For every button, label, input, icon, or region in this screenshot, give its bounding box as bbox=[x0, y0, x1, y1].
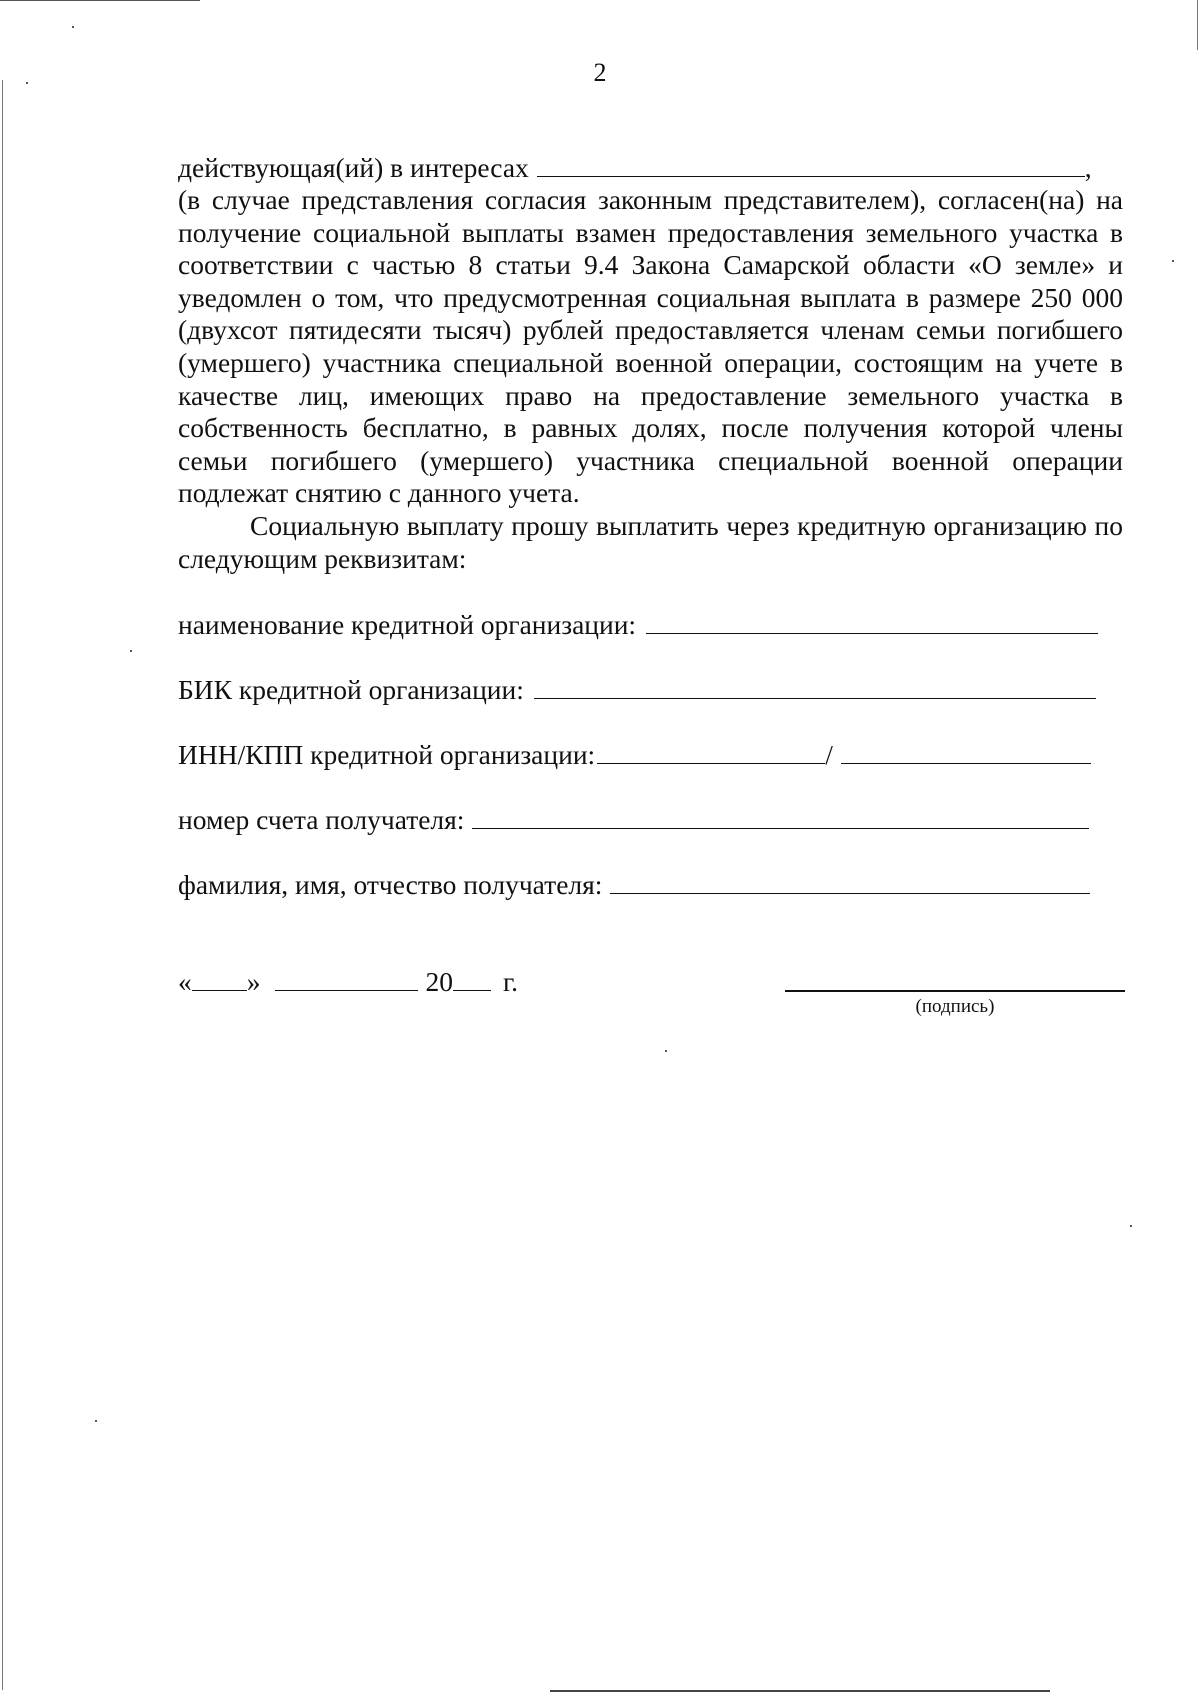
intro-line bbox=[178, 148, 1123, 184]
bik-field bbox=[178, 673, 1096, 706]
year-suffix: г. bbox=[503, 965, 519, 997]
year-prefix: 20 bbox=[425, 965, 453, 997]
bik-label: БИК кредитной организации: bbox=[178, 673, 524, 705]
scan-speck bbox=[95, 1420, 97, 1422]
recipient-name-input-line[interactable] bbox=[610, 868, 1090, 894]
scan-speck bbox=[130, 650, 132, 652]
scan-speck bbox=[1130, 1225, 1132, 1227]
request-paragraph: Социальную выплату прошу выплатить через кредитную организацию по следующим реквизитам: bbox=[178, 510, 1123, 574]
intro-comma: , bbox=[1084, 151, 1092, 183]
account-input-line[interactable] bbox=[472, 803, 1089, 829]
scan-edge-top bbox=[0, 0, 200, 1]
page-number: 2 bbox=[593, 58, 607, 87]
day-input-line[interactable] bbox=[192, 965, 247, 991]
bank-name-input-line[interactable] bbox=[646, 608, 1098, 634]
signature-caption: (подпись) bbox=[915, 996, 995, 1017]
bank-name-label: наименование кредитной организации: bbox=[178, 608, 637, 640]
inn-kpp-field bbox=[178, 738, 1091, 771]
bank-name-field bbox=[178, 608, 1098, 641]
date-open-quote: « bbox=[178, 965, 192, 997]
date-line bbox=[178, 965, 518, 998]
document-body bbox=[178, 148, 1123, 575]
year-input-line[interactable] bbox=[453, 965, 491, 991]
scan-edge-bottom bbox=[550, 1690, 1050, 1692]
scan-speck bbox=[72, 26, 74, 28]
account-field bbox=[178, 803, 1089, 836]
month-input-line[interactable] bbox=[275, 965, 418, 991]
scan-edge-right bbox=[1197, 0, 1198, 50]
recipient-name-label: фамилия, имя, отчество получателя: bbox=[178, 868, 603, 900]
inn-kpp-separator: / bbox=[825, 738, 833, 770]
kpp-input-line[interactable] bbox=[841, 738, 1091, 764]
signature-input-line[interactable] bbox=[785, 990, 1125, 992]
recipient-name-field bbox=[178, 868, 1090, 901]
consent-paragraph: (в случае представления согласия законным представителем), согласен(на) на получение социальной выплаты взамен предоставления земельного участка в соответствии с частью 8 статьи 9.4 Закона Самарской области «О земле» и уведомлен о том, что предусмотренная социальная выплата в размере 250 000 (двухсот пятидесяти тысяч) рублей предоставляется членам семьи погибшего (умершего) участника специальной военной операции, состоящим на учете в качестве лиц, имеющих право на предоставление земельного участка в собственность бесплатно, в равных долях, после получения которой члены семьи погибшего (умершего) участника специальной военной операции подлежат снятию с данного учета. bbox=[178, 184, 1123, 509]
scan-speck bbox=[665, 1050, 667, 1052]
intro-text: действующая(ий) в интересах bbox=[178, 151, 529, 183]
account-label: номер счета получателя: bbox=[178, 803, 465, 835]
scan-speck bbox=[1172, 260, 1174, 262]
inn-kpp-label: ИНН/КПП кредитной организации: bbox=[178, 738, 596, 770]
interests-blank[interactable] bbox=[537, 148, 1085, 177]
inn-input-line[interactable] bbox=[597, 738, 825, 764]
bik-input-line[interactable] bbox=[534, 673, 1096, 699]
scan-edge-left bbox=[2, 80, 3, 1690]
date-close-quote: » bbox=[246, 965, 261, 997]
